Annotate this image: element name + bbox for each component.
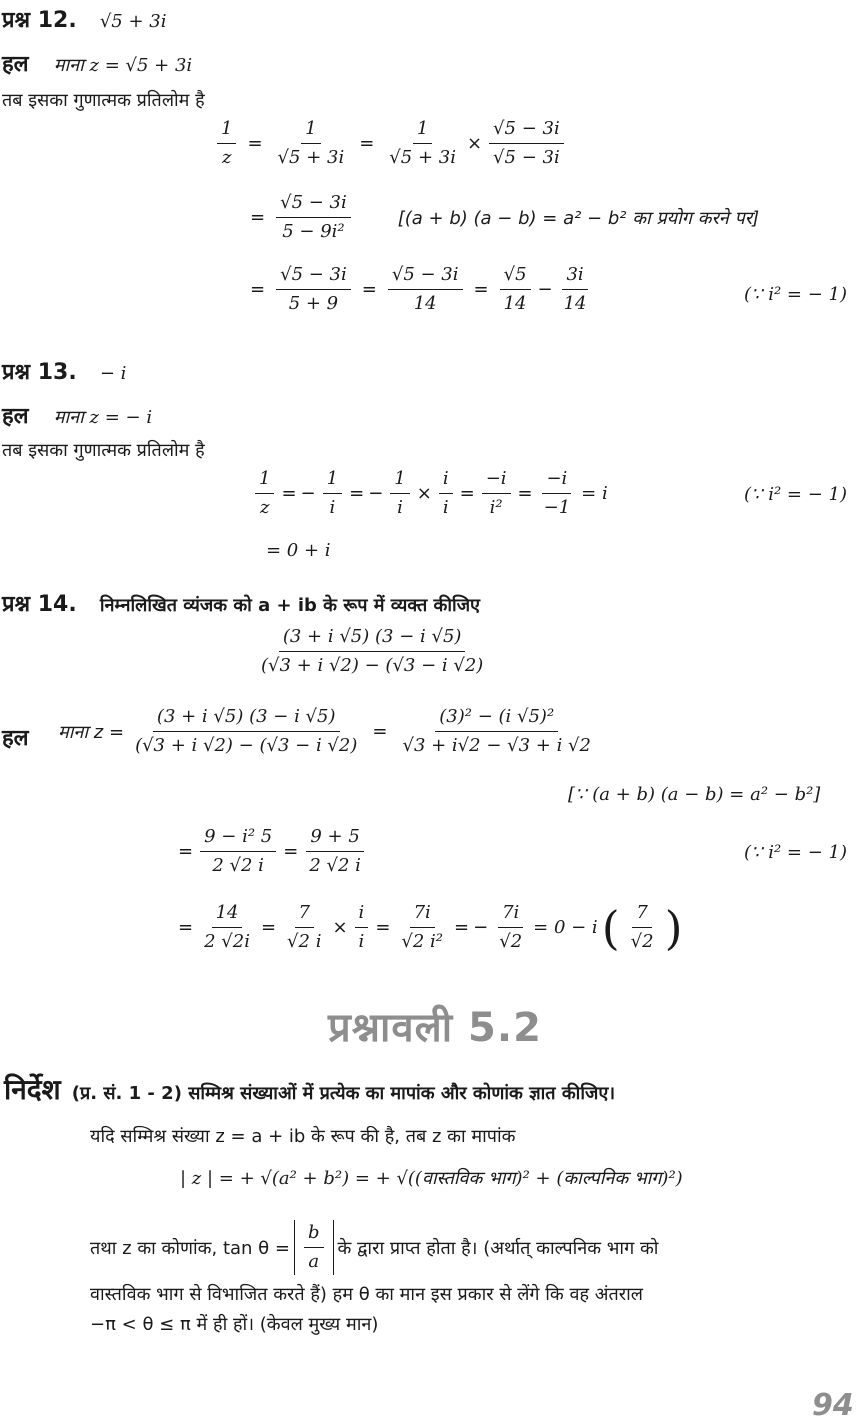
q14-step3: = $\frac{14}{2 √2i}$ = $\frac{7}{√2 i}$ × $\frac{i}{i}$ = $\frac{7i}{\text{√2 i²}}$ = − $\frac{7i}{√2}$ = 0 − i ( $\frac{7}{√2}$ ) [178, 900, 683, 955]
q12-solution-start [2, 48, 192, 78]
q14-instruction: निम्नलिखित व्यंजक को a + ib के रूप में व्यक्त कीजिए [99, 595, 481, 616]
q12-step2: = $\frac{√5 - 3i}{\text{5 − 9i²}}$ [(a + b) (a − b) = a² − b² का प्रयोग करने पर] [250, 192, 760, 242]
nirdesh-text: (प्र. सं. 1 - 2) सम्मिश्र संख्याओं में प्रत्येक का मापांक और कोणांक ज्ञात कीजिए। [71, 1083, 616, 1104]
q14-expression: $\frac{(3 + i √5) (3 - i √5)}{(√3 + i √2) - (√3 - i √2)}$ [261, 626, 484, 676]
q14-header [2, 588, 480, 618]
q12-step1: $\frac{1}{z}$ = $\frac{1}{√5 + 3i}$ = $\frac{1}{√5 + 3i}$ × $\frac{√5 - 3i}{√5 - 3i}$ [214, 116, 567, 171]
q12-step2-note: [(a + b) (a − b) = a² − b² का प्रयोग करने पर] [397, 207, 760, 229]
q12-expression: √5 + 3i [99, 11, 167, 32]
q12-intro: तब इसका गुणात्मक प्रतिलोम है [2, 90, 205, 111]
q14-hal: हल [2, 726, 29, 751]
q13-step2: = 0 + i [266, 540, 331, 561]
q12-label: प्रश्न 12. [2, 8, 77, 33]
q13-let: माना z = − i [53, 407, 153, 428]
q14-step2: = $\frac{\text{9 − i² 5}}{2 √2 i}$ = $\frac{9 + 5}{2 √2 i}$ [178, 824, 368, 879]
para-argument: तथा z का कोणांक, tan θ = $\frac{b}{a}$ के द्वारा प्राप्त होता है। (अर्थात् काल्पनिक भाग को [90, 1220, 658, 1275]
q12-header [2, 4, 166, 34]
q13-expression: − i [99, 363, 127, 384]
q13-header [2, 356, 126, 386]
q13-step1: $\frac{1}{z}$ = − $\frac{1}{i}$ = − $\frac{1}{i}$ × $\frac{i}{i}$ = $\frac{-i}{\text{i²}}$ = $\frac{-i}{-1}$ = i [252, 466, 608, 521]
para-principal: −π < θ ≤ π में ही हों। (केवल मुख्य मान) [90, 1314, 379, 1335]
q13-hal: हल [2, 404, 29, 429]
q12-step3: = $\frac{√5 - 3i}{5 + 9}$ = $\frac{√5 - 3i}{14}$ = $\frac{√5}{14}$ − $\frac{3i}{14}$ [250, 264, 587, 314]
modulus-formula: | z | = + √(a² + b²) = + √((वास्तविक भाग)² + (काल्पनिक भाग)²) [180, 1168, 683, 1189]
q13-solution-start [2, 400, 152, 430]
nirdesh-label: निर्देश [4, 1073, 61, 1106]
page-number: 94 [812, 1388, 854, 1423]
q14-step1: माना z = $\frac{(3 + i √5) (3 - i √5)}{(√3 + i √2) - (√3 - i √2)}$ = $\frac{\text{(3)² − (i √5)²}}{√3 + i√2 - √3 + i √2}$ [58, 706, 591, 756]
para-modulus-intro: यदि सम्मिश्र संख्या z = a + ib के रूप की है, तब z का मापांक [90, 1126, 516, 1147]
q14-note2: (∵ i² = − 1) [744, 842, 847, 863]
q12-hal: हल [2, 52, 29, 77]
q12-let: माना z = √5 + 3i [53, 55, 193, 76]
q13-intro: तब इसका गुणात्मक प्रतिलोम है [2, 440, 205, 461]
q14-label: प्रश्न 14. [2, 592, 77, 617]
q13-label: प्रश्न 13. [2, 360, 77, 385]
instructions [4, 1070, 615, 1108]
q13-note: (∵ i² = − 1) [744, 484, 847, 505]
exercise-heading: प्रश्नावली 5.2 [328, 1005, 542, 1051]
q12-step3-note: (∵ i² = − 1) [744, 284, 847, 305]
para-argument-cont: वास्तविक भाग से विभाजित करते हैं) हम θ का मान इस प्रकार से लेंगे कि वह अंतराल [90, 1284, 644, 1305]
q14-note1: [∵ (a + b) (a − b) = a² − b²] [568, 784, 821, 805]
